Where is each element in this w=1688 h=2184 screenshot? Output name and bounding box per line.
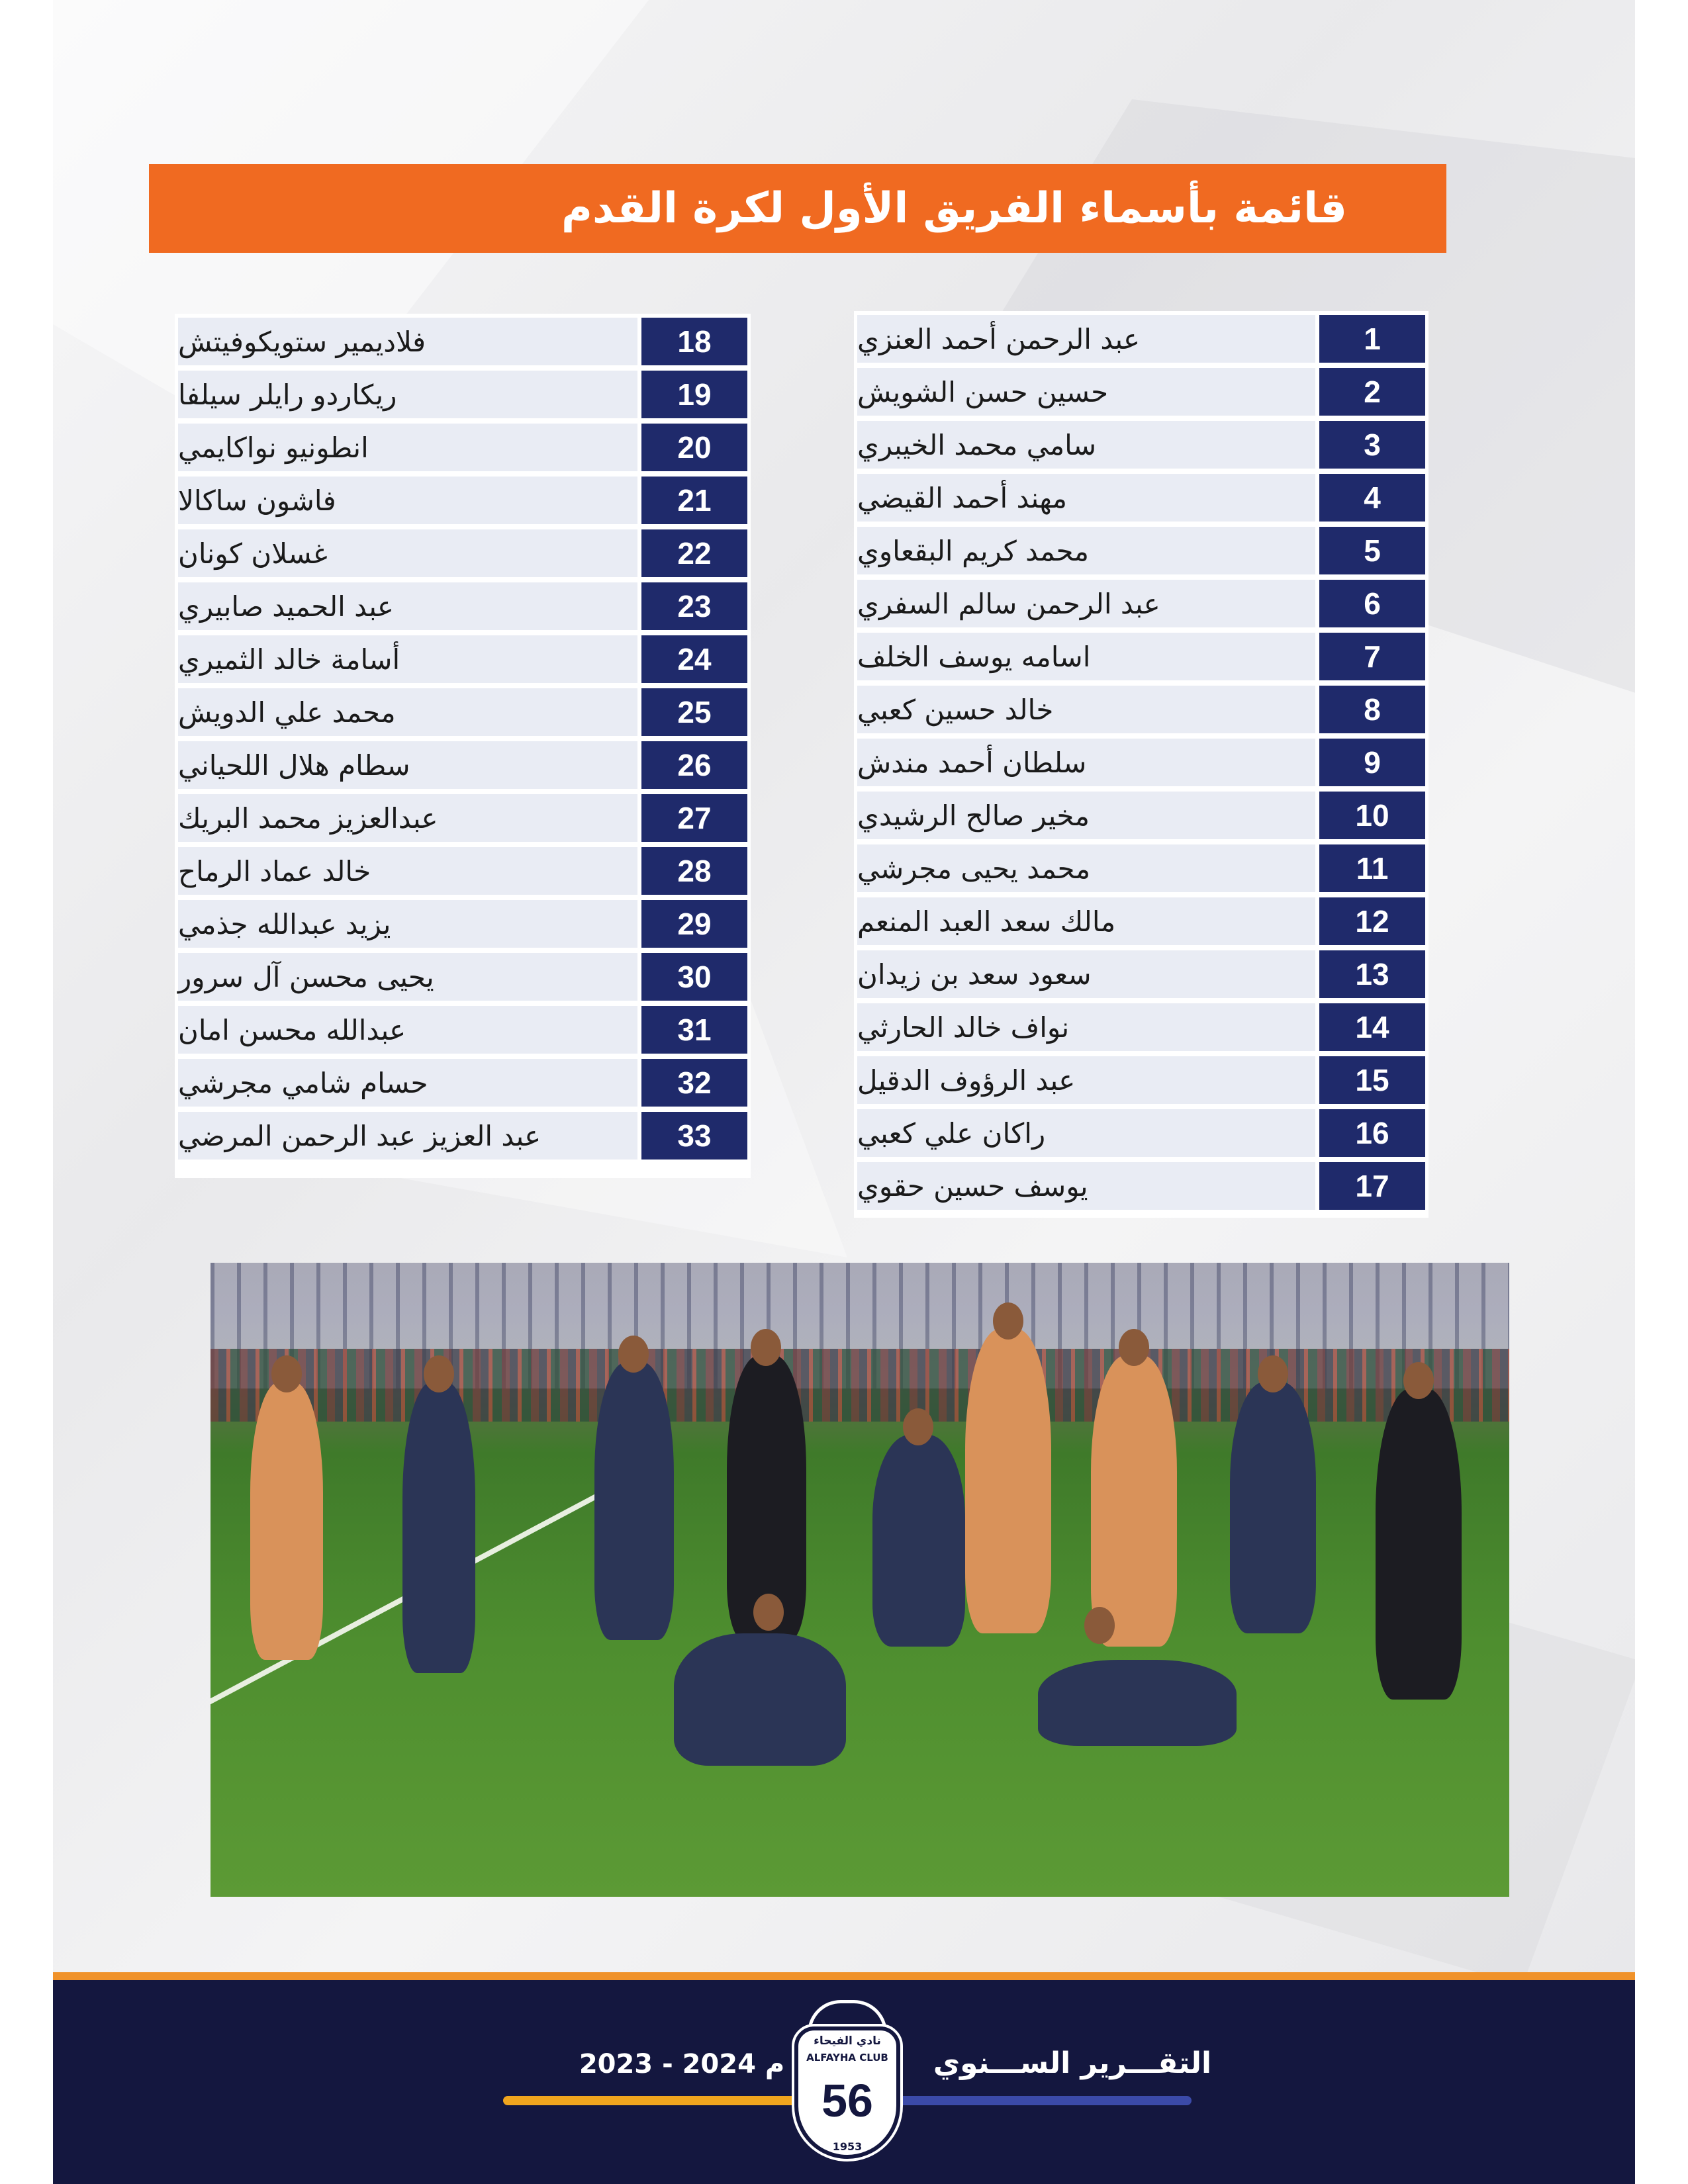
player-name: مهند أحمد القيضي <box>857 474 1315 522</box>
player-name: يوسف حسين حقوي <box>857 1162 1315 1210</box>
player-number: 18 <box>641 318 747 365</box>
player-number: 29 <box>641 900 747 948</box>
player-name: مخير صالح الرشيدي <box>857 792 1315 839</box>
player-head <box>424 1355 454 1392</box>
player-number: 31 <box>641 1006 747 1054</box>
player-head <box>1258 1355 1288 1392</box>
player-name: خالد عماد الرماح <box>178 847 637 895</box>
player-number: 24 <box>641 635 747 683</box>
player-number: 17 <box>1319 1162 1425 1210</box>
player-name: غسلان كونان <box>178 529 637 577</box>
roster-row <box>178 688 747 736</box>
player-name: حسام شامي مجرشي <box>178 1059 637 1107</box>
roster-row <box>857 950 1425 998</box>
player-figure <box>1091 1355 1177 1647</box>
player-name: عبد العزيز عبد الرحمن المرضي <box>178 1112 637 1160</box>
roster-row <box>178 529 747 577</box>
player-name: عبد الحميد صابيري <box>178 582 637 630</box>
player-number: 5 <box>1319 527 1425 574</box>
roster-row <box>857 1109 1425 1157</box>
player-number: 11 <box>1319 844 1425 892</box>
roster-row <box>178 794 747 842</box>
roster-row <box>857 792 1425 839</box>
player-name: سلطان أحمد مندش <box>857 739 1315 786</box>
player-figure <box>1038 1660 1237 1746</box>
player-number: 1 <box>1319 315 1425 363</box>
roster-row <box>857 1162 1425 1210</box>
roster-row <box>857 1056 1425 1104</box>
player-name: راكان علي كعبي <box>857 1109 1315 1157</box>
player-number: 3 <box>1319 421 1425 469</box>
player-number: 4 <box>1319 474 1425 522</box>
player-number: 8 <box>1319 686 1425 733</box>
player-name: مالك سعد العبد المنعم <box>857 897 1315 945</box>
player-head <box>993 1302 1023 1340</box>
roster-row <box>178 953 747 1001</box>
page-title: قائمة بأسماء الفريق الأول لكرة القدم <box>561 184 1347 233</box>
player-number: 9 <box>1319 739 1425 786</box>
player-name: محمد كريم البقعاوي <box>857 527 1315 574</box>
player-head <box>271 1355 302 1392</box>
player-name: يحيى محسن آل سرور <box>178 953 637 1001</box>
player-figure <box>1230 1382 1316 1633</box>
roster-row <box>178 635 747 683</box>
report-years: 2023 - 2024 م <box>579 2049 785 2079</box>
roster-row <box>178 318 747 365</box>
annual-report-label: التقـــرير الســـنوي <box>933 2046 1212 2080</box>
player-number: 13 <box>1319 950 1425 998</box>
stadium-crowd <box>211 1349 1509 1422</box>
roster-row <box>857 315 1425 363</box>
player-name: يزيد عبدالله جذمي <box>178 900 637 948</box>
roster-row <box>857 844 1425 892</box>
player-number: 32 <box>641 1059 747 1107</box>
player-figure <box>250 1382 323 1660</box>
roster-row <box>178 477 747 524</box>
roster-row <box>178 847 747 895</box>
player-name: عبد الرحمن سالم السفري <box>857 580 1315 627</box>
player-number: 15 <box>1319 1056 1425 1104</box>
player-number: 28 <box>641 847 747 895</box>
player-name: أسامة خالد الثميري <box>178 635 637 683</box>
roster-row <box>178 371 747 418</box>
player-figure <box>594 1362 674 1640</box>
player-name: فلاديمير ستويكوفيتش <box>178 318 637 365</box>
player-name: سطام هلال اللحياني <box>178 741 637 789</box>
player-head <box>751 1329 781 1366</box>
crest-arabic-name: نادي الفيحاء <box>814 2034 881 2048</box>
player-figure <box>965 1329 1051 1633</box>
roster-row <box>857 897 1425 945</box>
player-figure <box>872 1435 965 1647</box>
roster-row <box>178 582 747 630</box>
footer-underline-gold <box>503 2096 801 2105</box>
roster-row <box>857 474 1425 522</box>
player-figure <box>402 1382 475 1673</box>
player-number: 16 <box>1319 1109 1425 1157</box>
player-figure <box>674 1633 846 1766</box>
player-name: محمد يحيى مجرشي <box>857 844 1315 892</box>
player-number: 22 <box>641 529 747 577</box>
roster-row <box>178 900 747 948</box>
crest-number: 56 <box>821 2075 873 2126</box>
roster-row <box>857 368 1425 416</box>
roster-table-left <box>175 314 751 1178</box>
player-name: عبد الرحمن أحمد العنزي <box>857 315 1315 363</box>
player-name: انطونيو نواكايمي <box>178 424 637 471</box>
player-number: 6 <box>1319 580 1425 627</box>
title-bar <box>149 164 1446 253</box>
roster-row <box>857 580 1425 627</box>
player-figure <box>1376 1388 1462 1700</box>
player-number: 26 <box>641 741 747 789</box>
player-number: 20 <box>641 424 747 471</box>
team-celebration-photo <box>211 1263 1509 1897</box>
player-head <box>1119 1329 1149 1366</box>
player-number: 25 <box>641 688 747 736</box>
roster-row <box>178 424 747 471</box>
roster-row <box>178 1006 747 1054</box>
player-name: عبد الرؤوف الدقيل <box>857 1056 1315 1104</box>
player-number: 7 <box>1319 633 1425 680</box>
roster-row <box>178 1059 747 1107</box>
club-crest-icon <box>788 2000 907 2165</box>
player-name: سعود سعد بن زيدان <box>857 950 1315 998</box>
player-head <box>1084 1607 1115 1644</box>
player-number: 33 <box>641 1112 747 1160</box>
player-head <box>903 1408 933 1445</box>
player-number: 12 <box>1319 897 1425 945</box>
player-number: 27 <box>641 794 747 842</box>
player-head <box>1403 1362 1434 1399</box>
player-number: 30 <box>641 953 747 1001</box>
player-name: فاشون ساكالا <box>178 477 637 524</box>
player-name: حسين حسن الشويش <box>857 368 1315 416</box>
roster-row <box>857 421 1425 469</box>
roster-row <box>857 633 1425 680</box>
player-number: 23 <box>641 582 747 630</box>
footer <box>53 1980 1635 2184</box>
player-name: عبدالله محسن امان <box>178 1006 637 1054</box>
roster-row <box>857 739 1425 786</box>
crest-year: 1953 <box>832 2140 863 2153</box>
roster-table-right <box>854 311 1429 1218</box>
player-number: 2 <box>1319 368 1425 416</box>
roster-row <box>857 686 1425 733</box>
roster-row <box>857 527 1425 574</box>
player-name: نواف خالد الحارثي <box>857 1003 1315 1051</box>
player-number: 19 <box>641 371 747 418</box>
player-name: سامي محمد الخيبري <box>857 421 1315 469</box>
roster-row <box>178 1112 747 1160</box>
roster-row <box>178 741 747 789</box>
player-number: 10 <box>1319 792 1425 839</box>
player-name: ريكاردو رايلر سيلفا <box>178 371 637 418</box>
player-name: محمد علي الدويش <box>178 688 637 736</box>
player-number: 21 <box>641 477 747 524</box>
crest-latin-name: ALFAYHA CLUB <box>806 2052 888 2064</box>
player-name: اسامه يوسف الخلف <box>857 633 1315 680</box>
footer-underline-blue <box>894 2096 1192 2105</box>
player-name: خالد حسين كعبي <box>857 686 1315 733</box>
roster-row <box>857 1003 1425 1051</box>
player-head <box>753 1594 784 1631</box>
player-name: عبدالعزيز محمد البريك <box>178 794 637 842</box>
player-number: 14 <box>1319 1003 1425 1051</box>
footer-accent-line <box>53 1972 1635 1980</box>
player-head <box>618 1336 649 1373</box>
